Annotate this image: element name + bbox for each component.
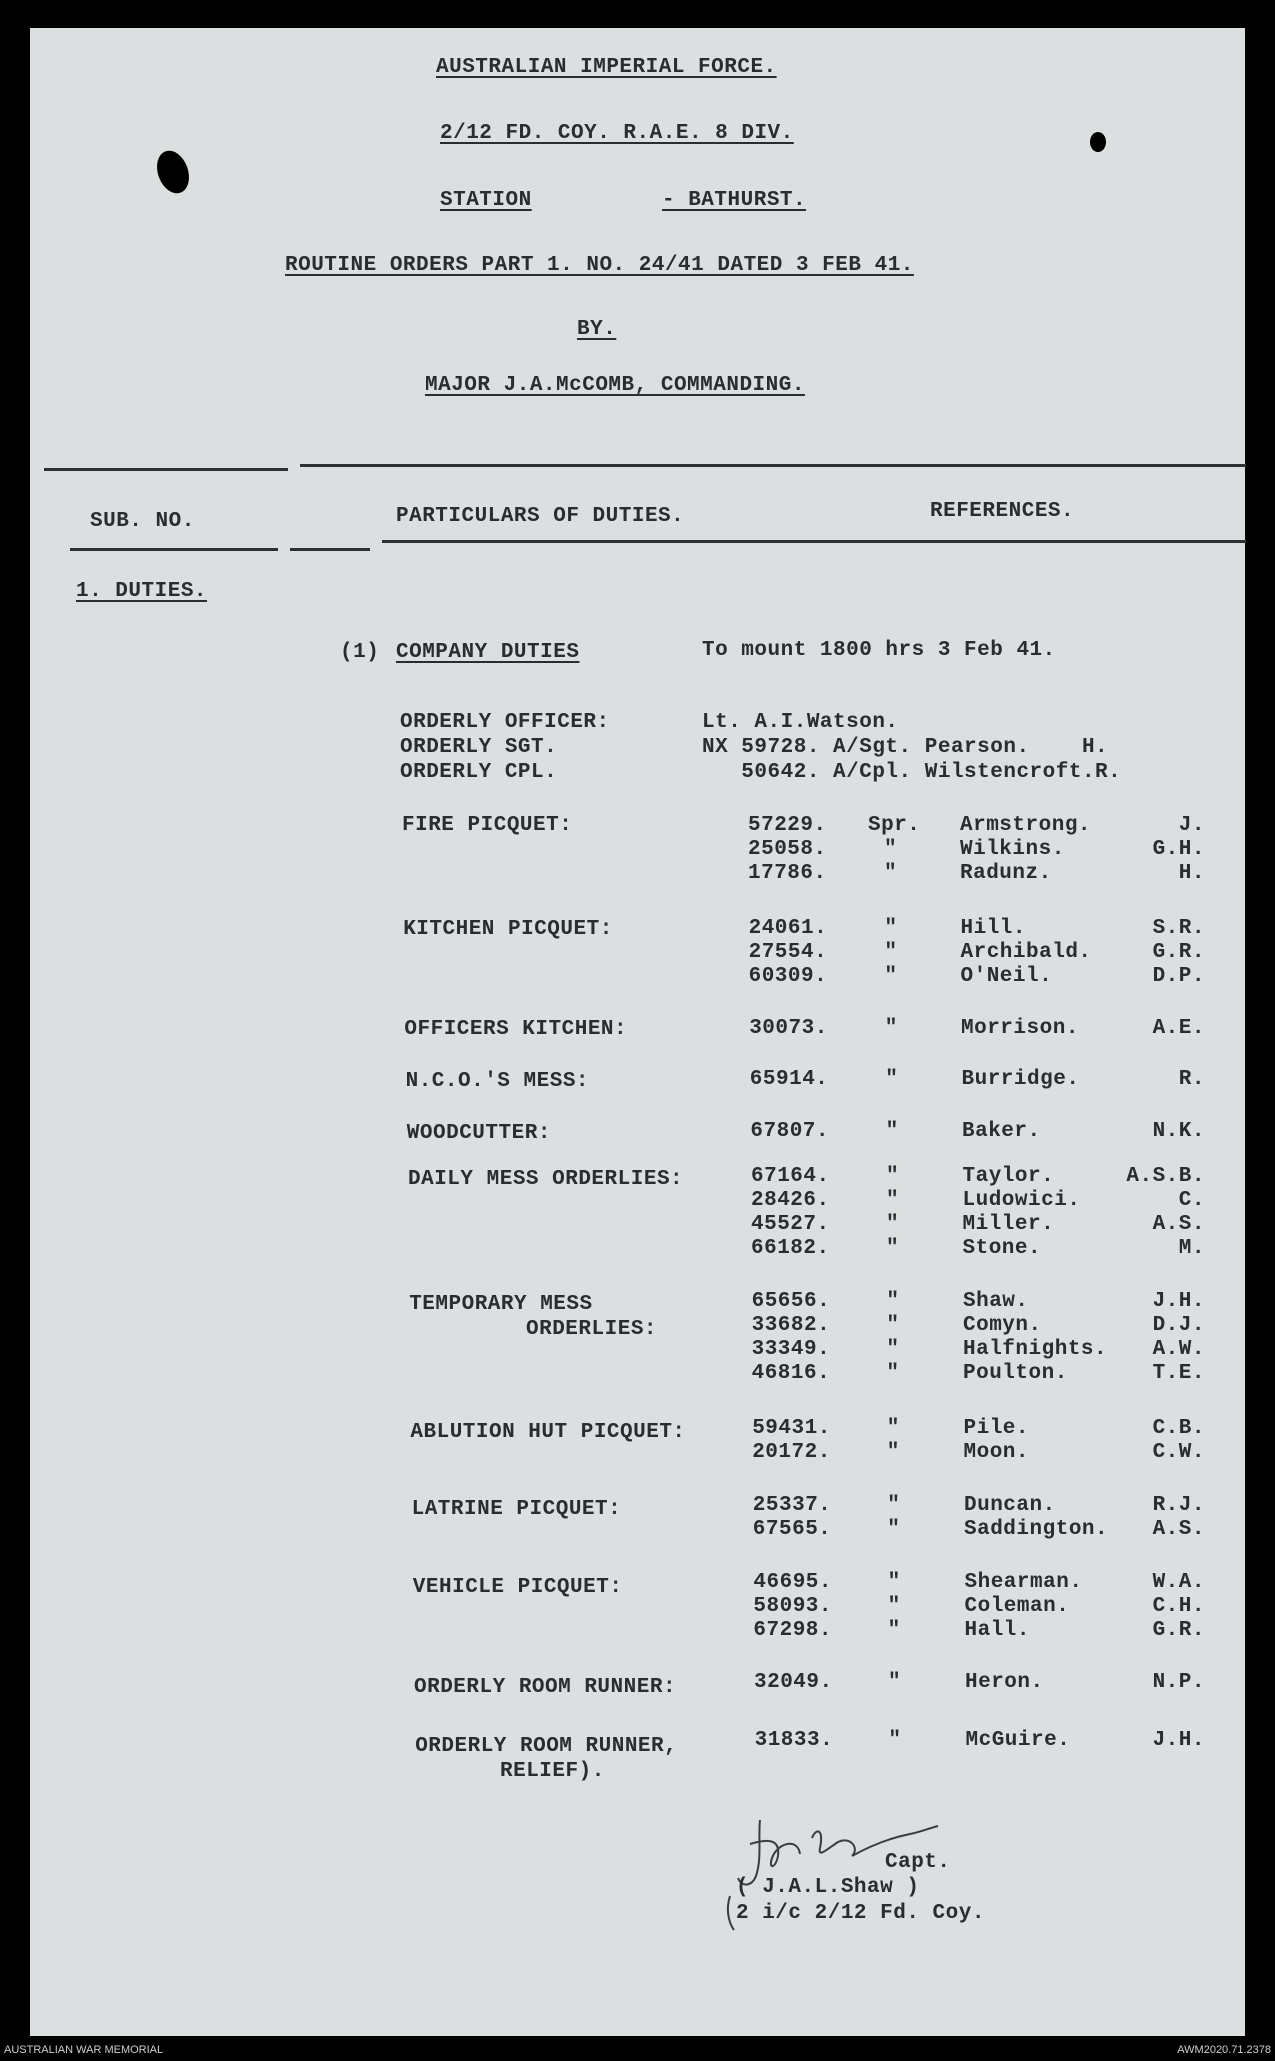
initials: G.R. [1152, 941, 1205, 965]
soldier-name: O'Neil. [960, 965, 1053, 989]
service-number: 67807. [750, 1119, 830, 1143]
rule-bottom-c [382, 540, 1246, 543]
soldier-name: Comyn. [963, 1313, 1042, 1337]
soldier-name: Saddington. [964, 1517, 1109, 1541]
duty-name: N.C.O.'S MESS: [405, 1070, 590, 1093]
rule-bottom-a [70, 548, 278, 551]
soldier-name: Poulton. [963, 1361, 1068, 1385]
duty-name: ABLUTION HUT PICQUET: [410, 1421, 686, 1444]
officer-detail: Lt. A.I.Watson. [702, 711, 899, 734]
header-unit: 2/12 FD. COY. R.A.E. 8 DIV. [440, 122, 794, 145]
initials: C. [1178, 1189, 1205, 1213]
column-particulars: PARTICULARS OF DUTIES. [396, 505, 685, 528]
rule-top-left [44, 468, 288, 471]
rank: " [886, 1165, 900, 1189]
duty-name: OFFICERS KITCHEN: [404, 1018, 628, 1041]
punch-hole [1090, 132, 1106, 152]
service-number: 32049. [754, 1670, 833, 1694]
soldier-name: Miller. [962, 1213, 1055, 1237]
service-number: 46695. [753, 1571, 833, 1595]
duty-name: FIRE PICQUET: [402, 814, 573, 837]
rank: " [886, 1417, 900, 1441]
soldier-name: Heron. [965, 1670, 1044, 1694]
rule-top-right [300, 464, 1246, 467]
rank: " [887, 1571, 901, 1595]
rank: " [888, 1728, 902, 1752]
soldier-name: McGuire. [965, 1728, 1071, 1752]
service-number: 59431. [752, 1417, 831, 1441]
rank: " [885, 1068, 899, 1092]
soldier-name: Moon. [963, 1441, 1030, 1465]
initials: J. [1178, 814, 1205, 837]
soldier-name: Duncan. [964, 1493, 1056, 1517]
initials: R.J. [1152, 1493, 1205, 1517]
soldier-name: Halfnights. [963, 1337, 1108, 1361]
service-number: 57229. [748, 814, 827, 837]
rank: " [885, 1119, 899, 1143]
service-number: 58093. [753, 1595, 833, 1619]
soldier-name: Archibald. [960, 941, 1092, 965]
rank: " [886, 1337, 900, 1361]
initials: A.S.B. [1126, 1165, 1205, 1189]
service-number: 67164. [751, 1165, 830, 1189]
soldier-name: Ludowici. [962, 1189, 1081, 1213]
service-number: 60309. [748, 965, 828, 989]
duty-name: WOODCUTTER: [406, 1122, 551, 1145]
rank: " [886, 1237, 900, 1261]
service-number: 46816. [751, 1361, 831, 1385]
initials: C.B. [1152, 1417, 1205, 1441]
service-number: 67298. [753, 1619, 833, 1643]
header-station-value: - BATHURST. [662, 189, 807, 212]
initials: G.R. [1152, 1619, 1205, 1643]
initials: A.S. [1152, 1213, 1205, 1237]
service-number: 25337. [752, 1493, 832, 1517]
service-number: 27554. [748, 941, 828, 965]
soldier-name: Hill. [960, 917, 1027, 941]
service-number: 45527. [751, 1213, 830, 1237]
soldier-name: Shaw. [963, 1289, 1029, 1313]
service-number: 24061. [748, 917, 828, 941]
document-page [30, 28, 1245, 2036]
duty-name: VEHICLE PICQUET: [412, 1576, 623, 1599]
initials: A.W. [1152, 1337, 1205, 1361]
service-number: 65656. [751, 1289, 831, 1313]
rank: " [887, 1619, 901, 1643]
initials: D.J. [1152, 1313, 1205, 1337]
soldier-name: Pile. [963, 1417, 1030, 1441]
initials: C.H. [1152, 1595, 1205, 1619]
initials: T.E. [1152, 1361, 1205, 1385]
initials: M. [1178, 1237, 1205, 1261]
column-references: REFERENCES. [930, 500, 1075, 523]
service-number: 67565. [752, 1517, 832, 1541]
service-number: 33349. [751, 1337, 831, 1361]
footer-source: AUSTRALIAN WAR MEMORIAL [4, 2044, 164, 2056]
initials: R. [1178, 1068, 1205, 1092]
soldier-name: Morrison. [961, 1016, 1079, 1040]
initials: S.R. [1152, 917, 1205, 941]
rank: " [884, 941, 898, 965]
rank: " [887, 1493, 901, 1517]
header-station-label: STATION [440, 189, 532, 212]
service-number: 25058. [748, 838, 827, 861]
subsection-number: (1) [340, 641, 380, 664]
duty-name: TEMPORARY MESS [409, 1293, 593, 1316]
rank: " [886, 1361, 900, 1385]
rank: " [884, 965, 898, 989]
service-number: 65914. [749, 1068, 829, 1092]
archive-footer [0, 2040, 1275, 2061]
soldier-name: Taylor. [962, 1165, 1055, 1189]
rank: " [886, 1189, 900, 1213]
rank: " [887, 1595, 901, 1619]
service-number: 30073. [749, 1016, 828, 1040]
initials: C.W. [1152, 1441, 1205, 1465]
initials: J.H. [1152, 1289, 1205, 1313]
signature-rank: Capt. [885, 1851, 951, 1874]
soldier-name: Burridge. [961, 1068, 1080, 1092]
header-commander: MAJOR J.A.McCOMB, COMMANDING. [425, 374, 805, 397]
initials: H. [1178, 862, 1205, 885]
rank: " [886, 1213, 900, 1237]
soldier-name: Shearman. [964, 1571, 1083, 1595]
rank: " [886, 1289, 900, 1313]
duty-name-continued: ORDERLIES: [526, 1318, 658, 1341]
service-number: 28426. [751, 1189, 830, 1213]
duty-name: DAILY MESS ORDERLIES: [408, 1168, 684, 1191]
soldier-name: Coleman. [964, 1595, 1070, 1619]
soldier-name: Radunz. [960, 862, 1052, 885]
subsection-title: COMPANY DUTIES [396, 641, 580, 664]
header-routine-orders: ROUTINE ORDERS PART 1. NO. 24/41 DATED 3 FEB 41. [285, 254, 914, 277]
officer-duty: ORDERLY SGT. [400, 736, 558, 759]
header-by: BY. [577, 318, 617, 341]
header-title: AUSTRALIAN IMPERIAL FORCE. [436, 56, 777, 79]
mount-time: To mount 1800 hrs 3 Feb 41. [702, 639, 1056, 662]
service-number: 20172. [752, 1441, 831, 1465]
initials: D.P. [1152, 965, 1205, 989]
duty-name: ORDERLY ROOM RUNNER: [414, 1676, 677, 1699]
rank: " [884, 838, 898, 861]
section-title: 1. DUTIES. [76, 580, 208, 603]
duty-name: LATRINE PICQUET: [411, 1498, 622, 1521]
rank: " [887, 1517, 901, 1541]
officer-duty: ORDERLY OFFICER: [400, 711, 610, 734]
initials: N.K. [1152, 1119, 1205, 1143]
punch-hole [151, 146, 194, 198]
service-number: 31833. [754, 1728, 834, 1752]
initials: A.E. [1152, 1016, 1205, 1040]
column-sub-no: SUB. NO. [90, 510, 195, 533]
officer-detail: 50642. A/Cpl. Wilstencroft.R. [702, 761, 1122, 784]
rule-bottom-b [290, 548, 370, 551]
initials: J.H. [1152, 1728, 1205, 1752]
rank: " [886, 1313, 900, 1337]
signature-name: ( J.A.L.Shaw ) [736, 1876, 920, 1899]
rank: " [888, 1670, 902, 1694]
soldier-name: Hall. [964, 1619, 1031, 1643]
initials: W.A. [1152, 1571, 1205, 1595]
duty-name: ORDERLY ROOM RUNNER, [415, 1735, 678, 1758]
service-number: 17786. [748, 862, 827, 885]
rank: " [884, 862, 898, 885]
duty-name-continued: RELIEF). [500, 1760, 605, 1783]
initials: G.H. [1152, 838, 1205, 861]
officer-detail: NX 59728. A/Sgt. Pearson. H. [702, 736, 1109, 759]
service-number: 33682. [751, 1313, 831, 1337]
rank: " [884, 917, 898, 941]
rank: " [884, 1016, 898, 1040]
duty-name: KITCHEN PICQUET: [403, 918, 613, 941]
soldier-name: Armstrong. [960, 814, 1092, 837]
soldier-name: Baker. [962, 1119, 1041, 1143]
initials: N.P. [1152, 1670, 1205, 1694]
signature-unit: 2 i/c 2/12 Fd. Coy. [736, 1902, 985, 1925]
service-number: 66182. [751, 1237, 830, 1261]
soldier-name: Wilkins. [960, 838, 1065, 861]
soldier-name: Stone. [962, 1237, 1042, 1261]
officer-duty: ORDERLY CPL. [400, 761, 558, 784]
initials: A.S. [1152, 1517, 1205, 1541]
rank: " [886, 1441, 900, 1465]
rank: Spr. [868, 814, 921, 837]
footer-accession: AWM2020.71.2378 [1177, 2044, 1271, 2056]
